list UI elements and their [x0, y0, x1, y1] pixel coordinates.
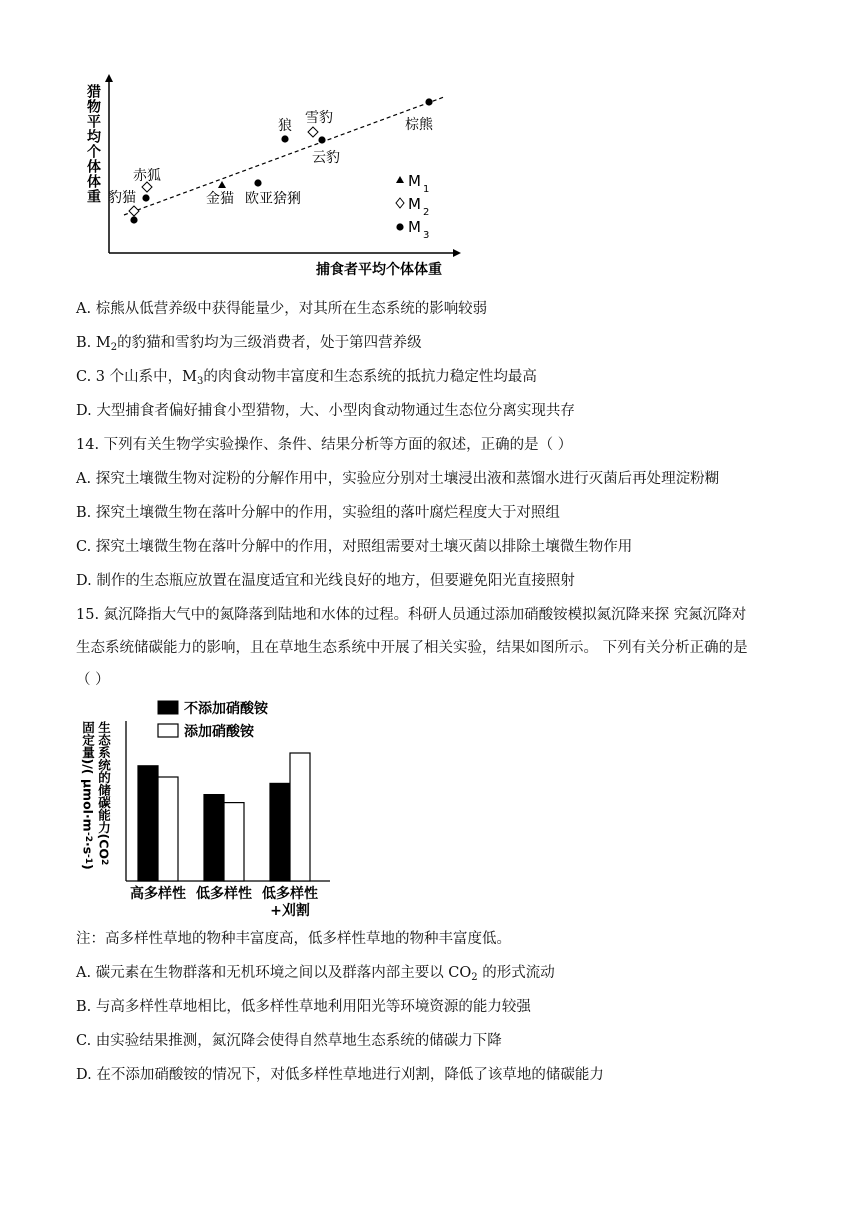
bar-no-nitrate-1	[204, 795, 224, 881]
q14-option-a: A. 探究土壤微生物对淀粉的分解作用中，实验应分别对土壤浸出液和蒸馏水进行灭菌后再处理淀粉糊	[76, 471, 720, 487]
category-labels	[130, 885, 318, 919]
q13-b-sub: 2	[110, 342, 118, 353]
legend-swatch-no-nitrate	[158, 701, 178, 714]
point-ouya	[254, 179, 261, 186]
q13-b-post: 的豹猫和雪豹均为三级消费者，处于第四营养级	[117, 335, 422, 351]
q13-c-pre: C. 3 个山系中，M	[76, 369, 197, 385]
point-xuebao	[308, 127, 318, 137]
point-jinmao	[218, 181, 226, 188]
q15-stem-line1: 15. 氮沉降指大气中的氮降落到陆地和水体的过程。科研人员通过添加硝酸铵模拟氮沉降来探 究氮沉降对	[76, 607, 747, 623]
legend-m1-m: M	[408, 172, 421, 190]
q13-option-c	[76, 367, 537, 392]
q14-option-c: C. 探究土壤微生物在落叶分解中的作用，对照组需要对土壤灭菌以排除土壤微生物作用	[76, 539, 633, 555]
q15-a-sub: 2	[471, 972, 478, 983]
q15-stem-line3: （ ）	[76, 672, 110, 688]
point-baomao-m3b	[130, 216, 137, 223]
y-label-line2	[81, 721, 96, 870]
legend-m3-circle	[396, 223, 403, 230]
bar-no-nitrate-2	[270, 783, 290, 881]
q15-option-c: C. 由实验结果推测，氮沉降会使得自然草地生态系统的储碳力下降	[76, 1033, 502, 1049]
y-axis-arrow	[105, 74, 113, 82]
legend-m2-diamond	[396, 198, 404, 208]
point-yunbao	[318, 136, 325, 143]
label-lang: 狼	[278, 118, 292, 134]
legend-m2-sub: 2	[423, 207, 430, 218]
legend-m3-m: M	[408, 218, 421, 236]
x-axis-label: 捕食者平均个体体重	[316, 262, 442, 278]
point-zongxiong	[425, 98, 432, 105]
y-label-line1	[97, 720, 112, 865]
label-zongxiong: 棕熊	[405, 117, 433, 133]
q13-b-pre: B. M	[76, 335, 111, 351]
y-label-line1-main: 生态系统的储碳能力(CO	[96, 721, 112, 860]
label-baomao: 豹猫	[108, 190, 136, 206]
q15-option-a	[76, 963, 555, 988]
q15-note: 注：高多样性草地的物种丰富度高，低多样性草地的物种丰富度低。	[76, 931, 511, 947]
y-label-mid: ·s	[80, 841, 96, 854]
y-label-exp1: -2	[83, 831, 93, 842]
bar-nitrate-1	[224, 803, 244, 881]
legend-m2-m: M	[408, 195, 421, 213]
q15-a-pre: A. 碳元素在生物群落和无机环境之间以及群落内部主要以 CO	[76, 965, 472, 981]
label-xuebao: 雪豹	[305, 110, 333, 126]
label-chihu: 赤狐	[133, 168, 161, 184]
label-ouya: 欧亚猞猁	[245, 191, 301, 207]
q15-option-d: D. 在不添加硝酸铵的情况下，对低多样性草地进行刈割，降低了该草地的储碳能力	[76, 1067, 604, 1083]
label-jinmao: 金猫	[206, 191, 234, 207]
y-label-exp2: -1	[83, 853, 93, 864]
q15-option-b: B. 与高多样性草地相比，低多样性草地利用阳光等环境资源的能力较强	[76, 999, 531, 1015]
legend-m1-triangle	[396, 176, 404, 183]
q13-option-d: D. 大型捕食者偏好捕食小型猎物，大、小型肉食动物通过生态位分离实现共存	[76, 403, 575, 419]
y-label-line1-sub: 2	[99, 859, 109, 866]
legend-m1-sub: 1	[423, 184, 430, 195]
y-label-end: )	[80, 863, 96, 870]
q13-c-sub: 3	[196, 376, 204, 387]
q13-option-b	[76, 333, 422, 358]
bar-no-nitrate-0	[138, 766, 158, 881]
point-lang	[281, 135, 288, 142]
bar-nitrate-2	[290, 753, 310, 881]
label-yunbao: 云豹	[312, 150, 340, 166]
x-axis-arrow	[453, 249, 461, 257]
category-label-2-line2: +刈割	[270, 903, 310, 919]
y-axis-label: 猎物平均个体体重	[85, 84, 101, 204]
point-baomao-m3a	[142, 194, 149, 201]
q14-option-b: B. 探究土壤微生物在落叶分解中的作用，实验组的落叶腐烂程度大于对照组	[76, 505, 560, 521]
bars-group	[138, 753, 310, 881]
carbon-storage-bar-chart	[0, 695, 860, 925]
q13-c-post: 的肉食动物丰富度和生态系统的抵抗力稳定性均最高	[203, 369, 537, 385]
y-label-line2-main: 固定量)/( μmol·m	[80, 721, 96, 832]
q15-stem-line2: 生态系统储碳能力的影响，且在草地生态系统中开展了相关实验，结果如图所示。 下列有关分析正确的是	[76, 640, 748, 656]
category-label-0: 高多样性	[130, 886, 186, 902]
legend-label-nitrate: 添加硝酸铵	[184, 724, 254, 740]
legend-swatch-nitrate	[158, 724, 178, 737]
bar-nitrate-0	[158, 777, 178, 881]
category-label-1: 低多样性	[196, 886, 252, 902]
category-label-2: 低多样性	[262, 886, 318, 902]
legend-label-no-nitrate: 不添加硝酸铵	[184, 701, 268, 717]
q13-option-a: A. 棕熊从低营养级中获得能量少，对其所在生态系统的影响较弱	[76, 301, 488, 317]
q14-stem: 14. 下列有关生物学实验操作、条件、结果分析等方面的叙述，正确的是（ ）	[76, 437, 573, 453]
q15-a-post: 的形式流动	[477, 965, 555, 981]
predator-prey-figure	[0, 0, 860, 280]
point-baomao-m2	[129, 206, 139, 216]
legend-m3-sub: 3	[423, 230, 430, 241]
q14-option-d: D. 制作的生态瓶应放置在温度适宜和光线良好的地方，但要避免阳光直接照射	[76, 573, 575, 589]
